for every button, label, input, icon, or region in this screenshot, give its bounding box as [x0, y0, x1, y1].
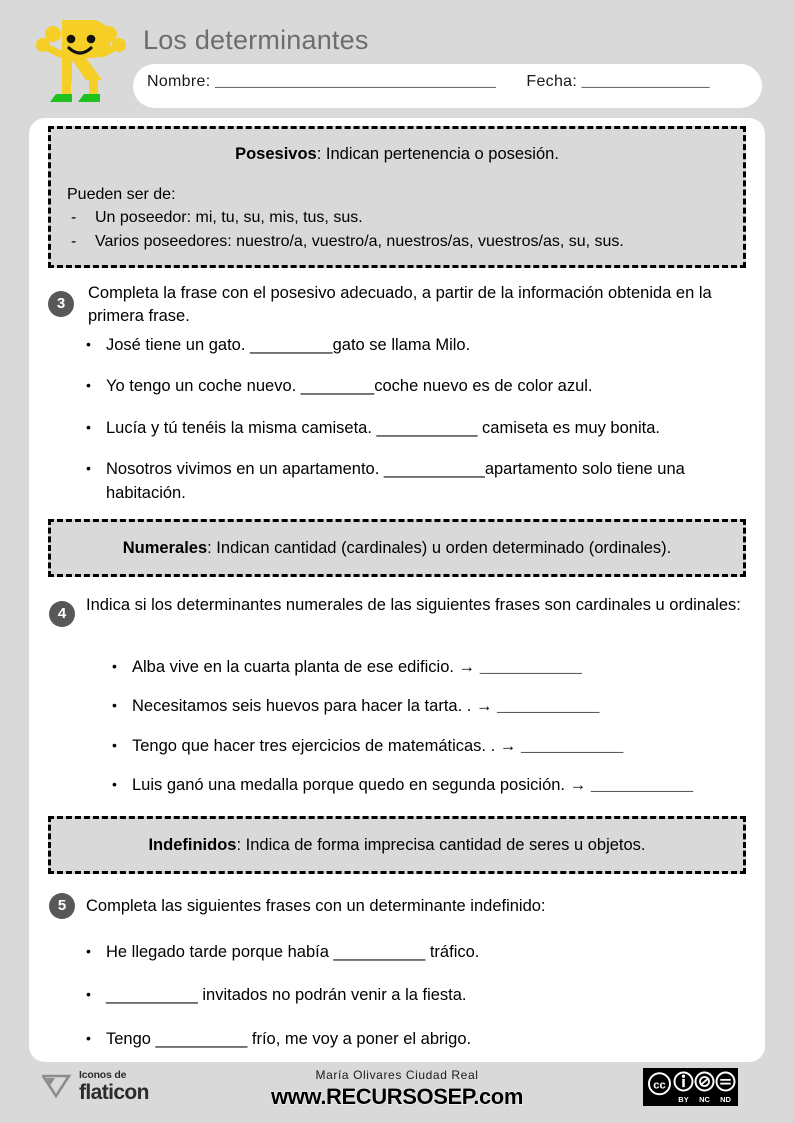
svg-text:cc: cc — [652, 1078, 666, 1091]
bullet-icon: • — [86, 336, 91, 352]
svg-text:BY: BY — [677, 1094, 689, 1104]
page-header — [0, 0, 794, 118]
arrow-right-icon: → — [475, 697, 493, 716]
bullet-icon: • — [86, 1029, 91, 1046]
date-input-blank[interactable]: _______________ — [581, 74, 710, 91]
info-box-indefinidos — [48, 816, 746, 874]
bullet-icon: • — [112, 776, 117, 793]
exercise-4-item-text: Necesitamos seis huevos para hacer la tarta. . — [132, 697, 472, 716]
bullet-icon: • — [86, 377, 91, 394]
info-box-indefinidos-definition: : Indica de forma imprecisa cantidad de seres u objetos. — [236, 836, 646, 854]
info-box-numerales — [48, 519, 746, 577]
exercise-4-item — [132, 695, 762, 718]
exercise-4-answer-blank[interactable]: ____________ — [479, 660, 582, 677]
exercise-4-item-text: Alba vive en la cuarta planta de ese edificio. — [132, 658, 454, 676]
info-box-posesivos-intro: Pueden ser de: — [67, 186, 176, 204]
exercise-4-answer-blank[interactable]: ____________ — [497, 699, 600, 717]
info-box-indefinidos-term: Indefinidos — [148, 836, 237, 854]
list-item — [86, 941, 736, 964]
info-box-posesivos-line — [67, 206, 727, 229]
info-box-posesivos-line — [67, 230, 727, 253]
list-item — [86, 984, 736, 1007]
list-item — [112, 735, 762, 758]
creative-commons-by-nc-nd-icon[interactable] — [643, 1068, 738, 1106]
info-box-posesivos-definition: : Indican pertenencia o posesión. — [316, 145, 559, 163]
name-label: Nombre: — [147, 73, 211, 90]
exercise-4-item-text: Luis ganó una medalla porque quedo en segunda posición. — [132, 776, 566, 795]
info-box-indefinidos-title — [63, 834, 731, 856]
exercise-5-prompt: Completa las siguientes frases con un determinante indefinido: — [86, 897, 546, 915]
info-box-numerales-definition: : Indican cantidad (cardinales) u orden determinado (ordinales). — [207, 539, 672, 557]
dash-mark: - — [71, 232, 77, 250]
bullet-icon: • — [86, 943, 91, 959]
exercise-3-number-badge: 3 — [48, 291, 74, 317]
exercise-4-answer-blank[interactable]: ____________ — [590, 778, 693, 796]
exercise-4-number-badge: 4 — [49, 601, 75, 627]
bullet-icon: • — [86, 460, 91, 477]
info-box-posesivos-title — [67, 143, 727, 165]
svg-text:ND: ND — [719, 1094, 731, 1104]
info-box-posesivos-line-text: Varios poseedores: nuestro/a, vuestro/a, nuestros/as, vuestros/as, su, sus. — [95, 232, 624, 250]
recursosep-website[interactable]: www.RECURSOSEP.com — [271, 1084, 523, 1109]
exercise-4-answer-blank[interactable]: ____________ — [520, 738, 623, 756]
list-item — [86, 417, 758, 440]
exercise-3-item-text[interactable]: Yo tengo un coche nuevo. ________coche nuevo es de color azul. — [106, 377, 593, 396]
exercise-3-prompt: Completa la frase con el posesivo adecuado, a partir de la información obtenida en la primera frase. — [88, 284, 712, 326]
dash-mark: - — [71, 209, 77, 227]
exercise-5-items — [86, 941, 736, 1071]
exercise-5-item-text[interactable]: He llegado tarde porque había __________ tráfico. — [106, 943, 480, 961]
list-item — [86, 375, 758, 398]
info-box-numerales-term: Numerales — [122, 539, 208, 557]
exercise-4-items — [112, 656, 762, 814]
arrow-right-icon: → — [569, 776, 587, 795]
svg-text:NC: NC — [698, 1094, 710, 1104]
info-box-posesivos-term: Posesivos — [235, 145, 317, 163]
list-item — [86, 458, 758, 505]
exercise-3-item-text[interactable]: Nosotros vivimos en un apartamento. ___________apartamento solo tiene una habitación. — [106, 460, 685, 502]
exercise-4-prompt: Indica si los determinantes numerales de las siguientes frases son cardinales u ordinales: — [86, 596, 741, 614]
exercise-5-number-badge: 5 — [49, 893, 75, 919]
bullet-icon: • — [112, 736, 117, 753]
info-box-posesivos — [48, 126, 746, 268]
arrow-right-icon: → — [458, 658, 476, 676]
list-item — [112, 695, 762, 718]
exercise-4-item-text: Tengo que hacer tres ejercicios de matemáticas. . — [132, 736, 496, 755]
exercise-5-item-text[interactable]: __________ invitados no podrán venir a la fiesta. — [106, 986, 467, 1005]
exercise-3-item-text[interactable]: José tiene un gato. _________gato se llama Milo. — [106, 336, 471, 354]
info-box-posesivos-line-text: Un poseedor: mi, tu, su, mis, tus, sus. — [95, 209, 363, 227]
list-item — [112, 774, 762, 797]
exercise-5-item-text[interactable]: Tengo __________ frío, me voy a poner el abrigo. — [106, 1029, 472, 1048]
bullet-icon: • — [112, 697, 117, 714]
info-box-numerales-title — [63, 537, 731, 559]
exercise-4-item — [132, 735, 762, 758]
exercise-3-item-text[interactable]: Lucía y tú tenéis la misma camiseta. ___________ camiseta es muy bonita. — [106, 418, 660, 437]
flaticon-name-label: flaticon — [79, 1080, 149, 1104]
flaticon-top-label: Iconos de — [79, 1069, 127, 1081]
bullet-icon: • — [86, 986, 91, 1003]
author-credit: María Olivares Ciudad Real — [315, 1068, 479, 1082]
name-input-blank[interactable]: _________________________________ — [214, 74, 496, 91]
exercise-4-item — [132, 774, 762, 797]
r-character-mascot-icon — [32, 14, 128, 106]
list-item — [112, 656, 762, 679]
name-date-bar — [133, 64, 762, 108]
date-label: Fecha: — [526, 73, 578, 90]
arrow-right-icon: → — [499, 736, 517, 755]
exercise-3-items — [86, 334, 758, 523]
list-item — [86, 334, 758, 357]
exercise-4-item — [132, 656, 762, 679]
page-title: Los determinantes — [143, 25, 369, 55]
list-item — [86, 1028, 736, 1051]
bullet-icon: • — [86, 418, 91, 435]
info-box-posesivos-body — [67, 183, 727, 253]
bullet-icon: • — [112, 658, 117, 674]
